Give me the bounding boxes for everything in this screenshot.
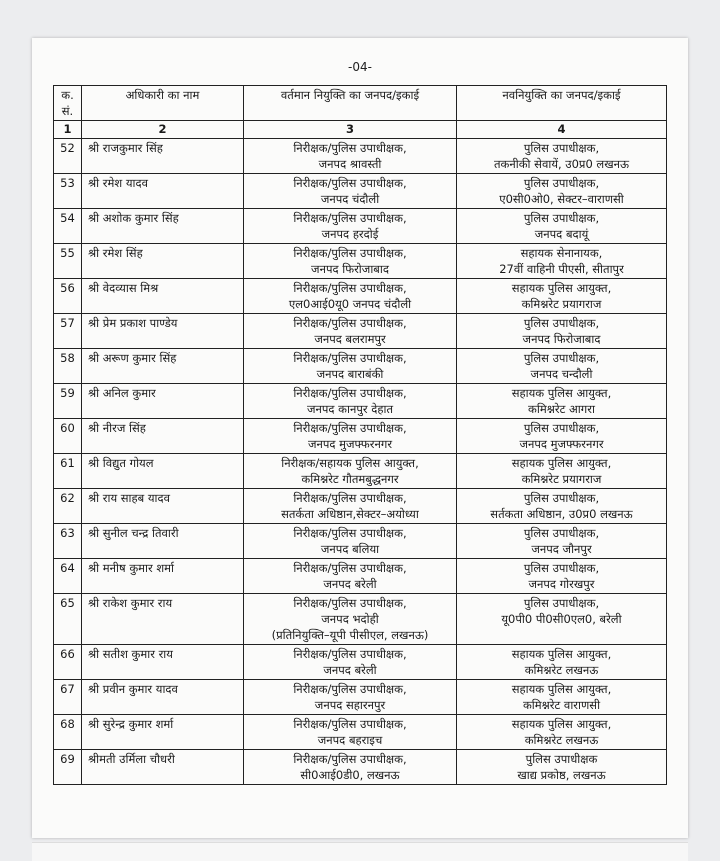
- current-posting-line: जनपद बलिया: [320, 542, 380, 556]
- new-posting-line: जनपद गोरखपुर: [528, 577, 595, 591]
- current-posting-line: जनपद मुजफ्फरनगर: [307, 437, 393, 451]
- new-posting-line: कमिश्नरेट वाराणसी: [522, 698, 601, 712]
- table-row: [54, 489, 667, 524]
- current-posting-line: जनपद श्रावस्ती: [318, 157, 382, 171]
- table-row: [54, 384, 667, 419]
- officer-name: श्री राकेश कुमार राय: [82, 594, 244, 645]
- current-posting-line: सी0आई0डी0, लखनऊ: [300, 768, 400, 782]
- table-row: [54, 594, 667, 645]
- officer-name: श्री अरूण कुमार सिंह: [82, 349, 244, 384]
- table-row: [54, 314, 667, 349]
- officer-name: श्री नीरज सिंह: [82, 419, 244, 454]
- new-posting-line: कमिश्नरेट प्रयागराज: [521, 472, 602, 486]
- serial-number: 67: [54, 680, 82, 715]
- new-posting: [457, 174, 667, 209]
- new-posting-line: सहायक पुलिस आयुक्त,: [511, 386, 612, 400]
- current-posting-line: जनपद बाराबंकी: [316, 367, 384, 381]
- current-posting-line: सतर्कता अधिष्ठान,सेक्टर–अयोध्या: [281, 507, 419, 521]
- column-index: 1: [54, 121, 82, 139]
- current-posting: [244, 489, 457, 524]
- current-posting-line: निरीक्षक/पुलिस उपाधीक्षक,: [293, 752, 407, 766]
- current-posting: [244, 645, 457, 680]
- current-posting-line: जनपद चंदौली: [320, 192, 380, 206]
- officer-name: श्री रमेश यादव: [82, 174, 244, 209]
- officer-name: श्री सुनील चन्द्र तिवारी: [82, 524, 244, 559]
- table-row: [54, 715, 667, 750]
- new-posting-line: सहायक सेनानायक,: [520, 246, 603, 260]
- current-posting-line: निरीक्षक/पुलिस उपाधीक्षक,: [293, 491, 407, 505]
- serial-number: 68: [54, 715, 82, 750]
- current-posting-line: निरीक्षक/पुलिस उपाधीक्षक,: [293, 561, 407, 575]
- officer-name: श्री रमेश सिंह: [82, 244, 244, 279]
- table-row: [54, 349, 667, 384]
- officer-name: श्री राजकुमार सिंह: [82, 139, 244, 174]
- serial-number: 60: [54, 419, 82, 454]
- current-posting: [244, 314, 457, 349]
- new-posting: [457, 384, 667, 419]
- current-posting: [244, 244, 457, 279]
- new-posting: [457, 314, 667, 349]
- officer-name: श्री प्रवीन कुमार यादव: [82, 680, 244, 715]
- officer-name: श्री सुरेन्द्र कुमार शर्मा: [82, 715, 244, 750]
- current-posting-line: निरीक्षक/पुलिस उपाधीक्षक,: [293, 316, 407, 330]
- current-posting: [244, 139, 457, 174]
- new-posting: [457, 750, 667, 785]
- page-number: -04-: [348, 60, 372, 74]
- current-posting-line: जनपद बलरामपुर: [314, 332, 386, 346]
- new-posting-line: पुलिस उपाधीक्षक,: [523, 561, 600, 575]
- officer-name: श्री अनिल कुमार: [82, 384, 244, 419]
- current-posting-line: जनपद कानपुर देहात: [306, 402, 394, 416]
- serial-number: 66: [54, 645, 82, 680]
- officer-name: श्री प्रेम प्रकाश पाण्डेय: [82, 314, 244, 349]
- serial-number: 59: [54, 384, 82, 419]
- new-posting: [457, 244, 667, 279]
- new-posting-line: पुलिस उपाधीक्षक,: [523, 526, 600, 540]
- current-posting: [244, 349, 457, 384]
- current-posting: [244, 559, 457, 594]
- new-posting-line: सर्तकता अधिष्ठान, उ0प्र0 लखनऊ: [490, 507, 633, 521]
- column-index: 2: [82, 121, 244, 139]
- current-posting: [244, 680, 457, 715]
- new-posting-line: जनपद चन्दौली: [530, 367, 593, 381]
- new-posting-line: पुलिस उपाधीक्षक,: [523, 176, 600, 190]
- new-posting: [457, 715, 667, 750]
- new-posting: [457, 489, 667, 524]
- current-posting-line: (प्रतिनियुक्ति–यूपी पीसीएल, लखनऊ): [271, 628, 429, 642]
- serial-number: 58: [54, 349, 82, 384]
- new-posting-line: यू0पी0 पी0सी0एल0, बरेली: [501, 612, 622, 626]
- header-new-posting: नवनियुक्ति का जनपद/इकाई: [457, 86, 667, 121]
- header-name: अधिकारी का नाम: [82, 86, 244, 121]
- table-row: [54, 209, 667, 244]
- current-posting: [244, 594, 457, 645]
- header-current-posting: वर्तमान नियुक्ति का जनपद/इकाई: [244, 86, 457, 121]
- serial-number: 65: [54, 594, 82, 645]
- officer-name: श्री वेदव्यास मिश्र: [82, 279, 244, 314]
- new-posting-line: कमिश्नरेट आगरा: [528, 402, 595, 416]
- new-posting-line: तकनीकी सेवायें, उ0प्र0 लखनऊ: [493, 157, 630, 171]
- new-posting: [457, 559, 667, 594]
- current-posting: [244, 454, 457, 489]
- serial-number: 55: [54, 244, 82, 279]
- header-serial: क. सं.: [54, 86, 82, 121]
- new-posting: [457, 524, 667, 559]
- current-posting-line: जनपद फिरोजाबाद: [311, 262, 389, 276]
- serial-number: 56: [54, 279, 82, 314]
- current-posting-line: जनपद सहारनपुर: [314, 698, 386, 712]
- new-posting-line: सहायक पुलिस आयुक्त,: [511, 647, 612, 661]
- current-posting-line: निरीक्षक/पुलिस उपाधीक्षक,: [293, 351, 407, 365]
- officer-name: श्री मनीष कुमार शर्मा: [82, 559, 244, 594]
- new-posting-line: पुलिस उपाधीक्षक,: [523, 351, 600, 365]
- new-posting-line: पुलिस उपाधीक्षक,: [523, 421, 600, 435]
- new-posting-line: पुलिस उपाधीक्षक,: [523, 596, 600, 610]
- new-posting: [457, 680, 667, 715]
- new-posting: [457, 139, 667, 174]
- new-posting: [457, 645, 667, 680]
- new-posting: [457, 454, 667, 489]
- serial-number: 64: [54, 559, 82, 594]
- new-posting-line: खाद्य प्रकोष्ठ, लखनऊ: [517, 768, 606, 782]
- new-posting: [457, 594, 667, 645]
- new-posting-line: कमिश्नरेट लखनऊ: [524, 733, 599, 747]
- officer-name: श्री राय साहब यादव: [82, 489, 244, 524]
- current-posting: [244, 279, 457, 314]
- table-row: [54, 750, 667, 785]
- new-posting-line: जनपद मुजफ्फरनगर: [519, 437, 604, 451]
- document-page: [32, 38, 688, 838]
- current-posting-line: जनपद बरेली: [323, 663, 377, 677]
- serial-number: 57: [54, 314, 82, 349]
- current-posting-line: जनपद बरेली: [323, 577, 377, 591]
- new-posting-line: जनपद बदायूं: [534, 227, 589, 241]
- current-posting: [244, 174, 457, 209]
- header-row: [54, 86, 667, 121]
- current-posting-line: निरीक्षक/पुलिस उपाधीक्षक,: [293, 211, 407, 225]
- officer-name: श्री सतीश कुमार राय: [82, 645, 244, 680]
- current-posting-line: जनपद हरदोई: [321, 227, 379, 241]
- current-posting-line: निरीक्षक/पुलिस उपाधीक्षक,: [293, 281, 407, 295]
- current-posting-line: निरीक्षक/पुलिस उपाधीक्षक,: [293, 647, 407, 661]
- current-posting-line: कमिश्नरेट गौतमबुद्धनगर: [301, 472, 399, 486]
- current-posting-line: निरीक्षक/पुलिस उपाधीक्षक,: [293, 176, 407, 190]
- new-posting-line: ए0सी0ओ0, सेक्टर–वाराणसी: [499, 192, 624, 206]
- serial-number: 54: [54, 209, 82, 244]
- current-posting-line: निरीक्षक/पुलिस उपाधीक्षक,: [293, 682, 407, 696]
- current-posting-line: एल0आई0यू0 जनपद चंदौली: [288, 297, 412, 311]
- table-row: [54, 680, 667, 715]
- new-posting-line: पुलिस उपाधीक्षक,: [523, 211, 600, 225]
- current-posting-line: निरीक्षक/पुलिस उपाधीक्षक,: [293, 596, 407, 610]
- current-posting-line: निरीक्षक/पुलिस उपाधीक्षक,: [293, 526, 407, 540]
- current-posting: [244, 750, 457, 785]
- officer-name: श्रीमती उर्मिला चौधरी: [82, 750, 244, 785]
- column-index: 4: [457, 121, 667, 139]
- new-posting-line: कमिश्नरेट प्रयागराज: [521, 297, 602, 311]
- table-row: [54, 279, 667, 314]
- table-row: [54, 174, 667, 209]
- new-posting-line: सहायक पुलिस आयुक्त,: [511, 717, 612, 731]
- new-posting-line: पुलिस उपाधीक्षक,: [523, 141, 600, 155]
- new-posting-line: जनपद जौनपुर: [531, 542, 592, 556]
- new-posting-line: 27वीं वाहिनी पीएसी, सीतापुर: [499, 262, 624, 276]
- new-posting-line: सहायक पुलिस आयुक्त,: [511, 281, 612, 295]
- new-posting-line: पुलिस उपाधीक्षक,: [523, 316, 600, 330]
- current-posting-line: जनपद भदोही: [321, 612, 379, 626]
- current-posting-line: निरीक्षक/पुलिस उपाधीक्षक,: [293, 246, 407, 260]
- table-row: [54, 559, 667, 594]
- bottom-strip: [32, 842, 688, 861]
- current-posting: [244, 715, 457, 750]
- posting-table: [53, 85, 667, 785]
- table-row: [54, 419, 667, 454]
- current-posting-line: निरीक्षक/पुलिस उपाधीक्षक,: [293, 717, 407, 731]
- new-posting-line: सहायक पुलिस आयुक्त,: [511, 456, 612, 470]
- column-index-row: [54, 121, 667, 139]
- serial-number: 52: [54, 139, 82, 174]
- current-posting: [244, 419, 457, 454]
- current-posting-line: जनपद बहराइच: [317, 733, 383, 747]
- serial-number: 63: [54, 524, 82, 559]
- current-posting: [244, 384, 457, 419]
- new-posting-line: पुलिस उपाधीक्षक: [525, 752, 598, 766]
- table-row: [54, 524, 667, 559]
- new-posting-line: पुलिस उपाधीक्षक,: [523, 491, 600, 505]
- current-posting: [244, 524, 457, 559]
- serial-number: 69: [54, 750, 82, 785]
- new-posting-line: जनपद फिरोजाबाद: [522, 332, 601, 346]
- table-row: [54, 645, 667, 680]
- new-posting: [457, 349, 667, 384]
- table-row: [54, 454, 667, 489]
- current-posting-line: निरीक्षक/पुलिस उपाधीक्षक,: [293, 141, 407, 155]
- officer-name: श्री अशोक कुमार सिंह: [82, 209, 244, 244]
- new-posting-line: सहायक पुलिस आयुक्त,: [511, 682, 612, 696]
- new-posting: [457, 279, 667, 314]
- current-posting: [244, 209, 457, 244]
- table-row: [54, 244, 667, 279]
- officer-name: श्री विद्युत गोयल: [82, 454, 244, 489]
- new-posting-line: कमिश्नरेट लखनऊ: [524, 663, 599, 677]
- new-posting: [457, 209, 667, 244]
- current-posting-line: निरीक्षक/सहायक पुलिस आयुक्त,: [281, 456, 419, 470]
- serial-number: 61: [54, 454, 82, 489]
- current-posting-line: निरीक्षक/पुलिस उपाधीक्षक,: [293, 421, 407, 435]
- serial-number: 62: [54, 489, 82, 524]
- serial-number: 53: [54, 174, 82, 209]
- column-index: 3: [244, 121, 457, 139]
- table-row: [54, 139, 667, 174]
- new-posting: [457, 419, 667, 454]
- current-posting-line: निरीक्षक/पुलिस उपाधीक्षक,: [293, 386, 407, 400]
